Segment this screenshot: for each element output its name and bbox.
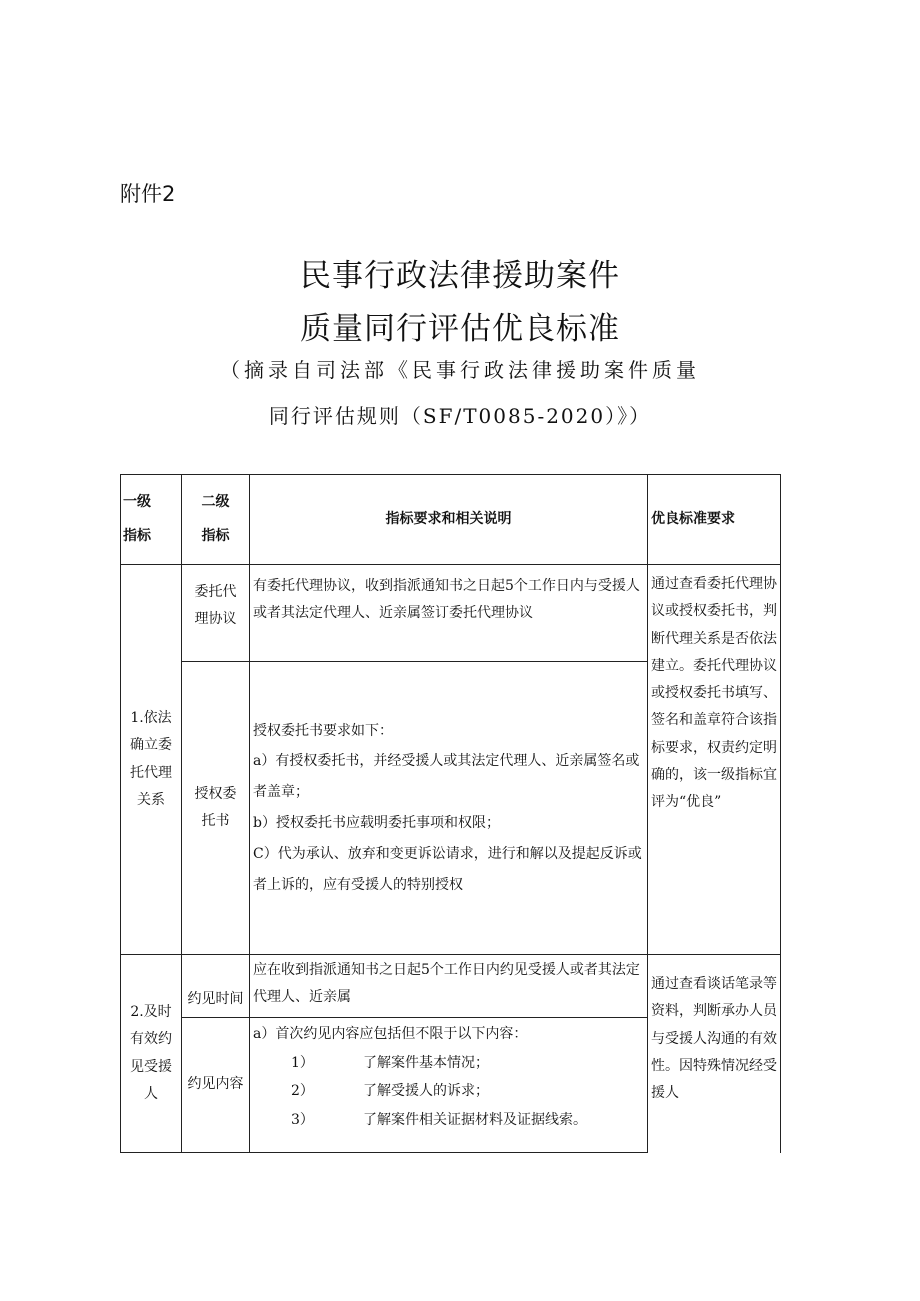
standards-table <box>120 474 781 1153</box>
section1-row2-desc-b: b）授权委托书应载明委托事项和权限； <box>253 815 500 831</box>
list-item-number: 3） <box>291 1112 314 1129</box>
subtitle-line1: （摘录自司法部《民事行政法律援助案件质量 <box>220 358 700 382</box>
header-level2 <box>182 475 250 565</box>
list-item-number: 2） <box>291 1083 314 1100</box>
attachment-label: 附件2 <box>120 182 176 206</box>
section2-row1-level2-text: 约见时间 <box>187 990 244 1007</box>
section2-row2-level2-text: 约见内容 <box>187 1076 244 1093</box>
table-row <box>121 955 781 1018</box>
header-level1-line1: 一级 <box>123 493 151 510</box>
header-standard: 优良标准要求 <box>648 475 781 565</box>
header-requirements: 指标要求和相关说明 <box>250 475 648 565</box>
header-row <box>121 475 781 565</box>
header-level1 <box>121 475 182 565</box>
section1-standard-text: 通过查看委托代理协议或授权委托书，判断代理关系是否依法建立。委托代理协议或授权委托书填写、签名和盖章符合该指标要求，权责约定明确的，该一级指标宜评为“优良” <box>651 576 777 811</box>
list-item-text: 了解受援人的诉求； <box>363 1083 489 1100</box>
document-title-line2: 质量同行评估优良标准 <box>300 311 620 347</box>
header-level1-line2: 指标 <box>123 527 151 544</box>
section1-row2-desc-c: C）代为承认、放弃和变更诉讼请求，进行和解以及提起反诉或者上诉的，应有受援人的特别授权 <box>253 845 642 893</box>
section2-row1-desc-text: 应在收到指派通知书之日起5个工作日内约见受援人或者其法定代理人、近亲属 <box>253 962 640 1006</box>
section2-row2-level2 <box>182 1018 250 1153</box>
section2-row2-desc-intro: a）首次约见内容应包括但不限于以下内容： <box>253 1026 528 1042</box>
section1-row1-level2-text: 委托代理协议 <box>194 584 237 628</box>
document-title-line1: 民事行政法律援助案件 <box>300 258 620 294</box>
section2-row2-desc <box>250 1018 648 1153</box>
header-level2-line2: 指标 <box>201 527 230 544</box>
list-item <box>253 1106 645 1135</box>
section1-row1-level2 <box>182 565 250 662</box>
section1-row1-desc <box>250 565 648 662</box>
section2-level1-text: 2.及时有效约见受援人 <box>130 1003 172 1102</box>
section1-standard <box>648 565 781 955</box>
section1-row2-desc <box>250 662 648 955</box>
section1-row2-desc-a: a）有授权委托书，并经受援人或其法定代理人、近亲属签名或者盖章； <box>253 753 640 801</box>
section2-row1-desc <box>250 955 648 1018</box>
section1-level1-text: 1.依法确立委托代理关系 <box>130 709 172 808</box>
section1-level1 <box>121 565 182 955</box>
list-item-text: 了解案件相关证据材料及证据线索。 <box>363 1112 587 1129</box>
header-level2-line1: 二级 <box>201 493 230 510</box>
list-item <box>253 1049 645 1078</box>
section1-row2-desc-intro: 授权委托书要求如下： <box>253 722 393 739</box>
section2-standard <box>648 955 781 1153</box>
section2-level1 <box>121 955 182 1153</box>
list-item-text: 了解案件基本情况； <box>363 1054 489 1071</box>
section1-row2-level2-text: 授权委托书 <box>194 785 237 829</box>
table-row <box>121 565 781 662</box>
subtitle-line2: 同行评估规则（SF/T0085-2020）》） <box>268 404 652 428</box>
section1-row1-desc-text: 有委托代理协议，收到指派通知书之日起5个工作日内与受援人或者其法定代理人、近亲属签订委托代理协议 <box>253 578 640 622</box>
list-item <box>253 1077 645 1106</box>
section1-row2-level2 <box>182 662 250 955</box>
list-item-number: 1） <box>291 1054 314 1071</box>
section2-row1-level2 <box>182 955 250 1018</box>
section2-standard-text: 通过查看谈话笔录等资料，判断承办人员与受援人沟通的有效性。因特殊情况经受援人 <box>651 976 777 1102</box>
